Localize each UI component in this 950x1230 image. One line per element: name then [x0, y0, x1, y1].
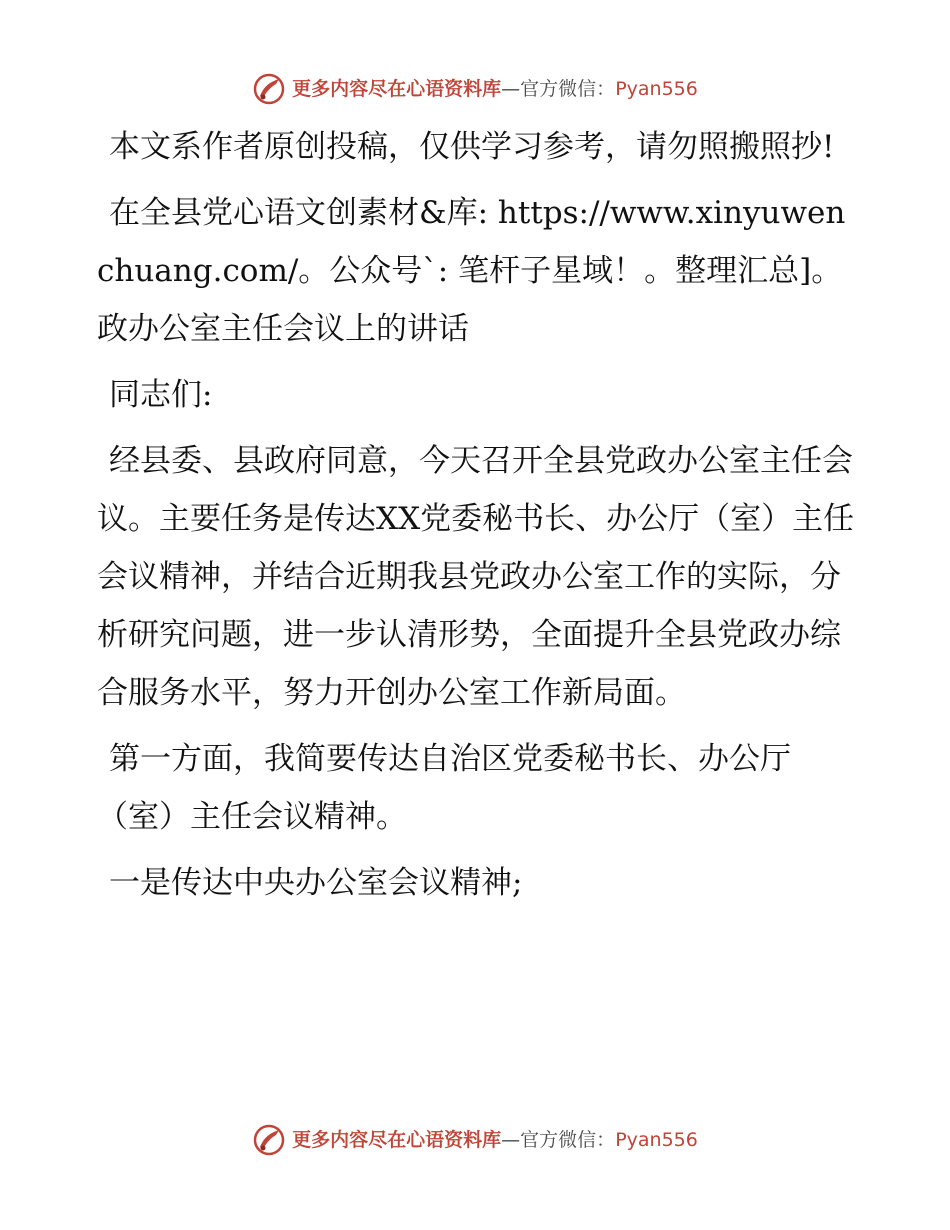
header-banner	[0, 72, 950, 106]
banner-title: 更多内容尽在心语资料库	[292, 1129, 502, 1151]
paragraph-notice: 本文系作者原创投稿，仅供学习参考，请勿照搬照抄!	[109, 129, 835, 165]
paragraph-point-one: 一是传达中央办公室会议精神;	[109, 865, 523, 901]
brush-logo-icon	[252, 1123, 286, 1157]
banner-wechat-label: —官方微信：	[501, 78, 616, 100]
footer-banner	[0, 1123, 950, 1157]
paragraph-greeting: 同志们:	[109, 377, 213, 413]
paragraph-intro: 经县委、县政府同意，今天召开全县党政办公室主任会议。主要任务是传达XX党委秘书长、办公厅（室）主任会议精神，并结合近期我县党政办公室工作的实际，分析研究问题，进一步认清形势，全面提升全县党政办综合服务水平，努力开创办公室工作新局面。	[97, 443, 855, 711]
brush-logo-icon	[252, 72, 286, 106]
banner-wechat-id: Pyan556	[615, 1129, 698, 1151]
paragraph-source-title: 在全县党心语文创素材&库: https://www.xinyuwenchuang.com/。公众号`: 笔杆子星域！。整理汇总]。政办公室主任会议上的讲话	[97, 195, 846, 347]
banner-wechat-id: Pyan556	[615, 78, 698, 100]
document-body	[97, 118, 857, 920]
paragraph-section-one: 第一方面，我简要传达自治区党委秘书长、办公厅（室）主任会议精神。	[97, 741, 791, 835]
banner-title: 更多内容尽在心语资料库	[292, 78, 502, 100]
banner-wechat-label: —官方微信：	[501, 1129, 616, 1151]
